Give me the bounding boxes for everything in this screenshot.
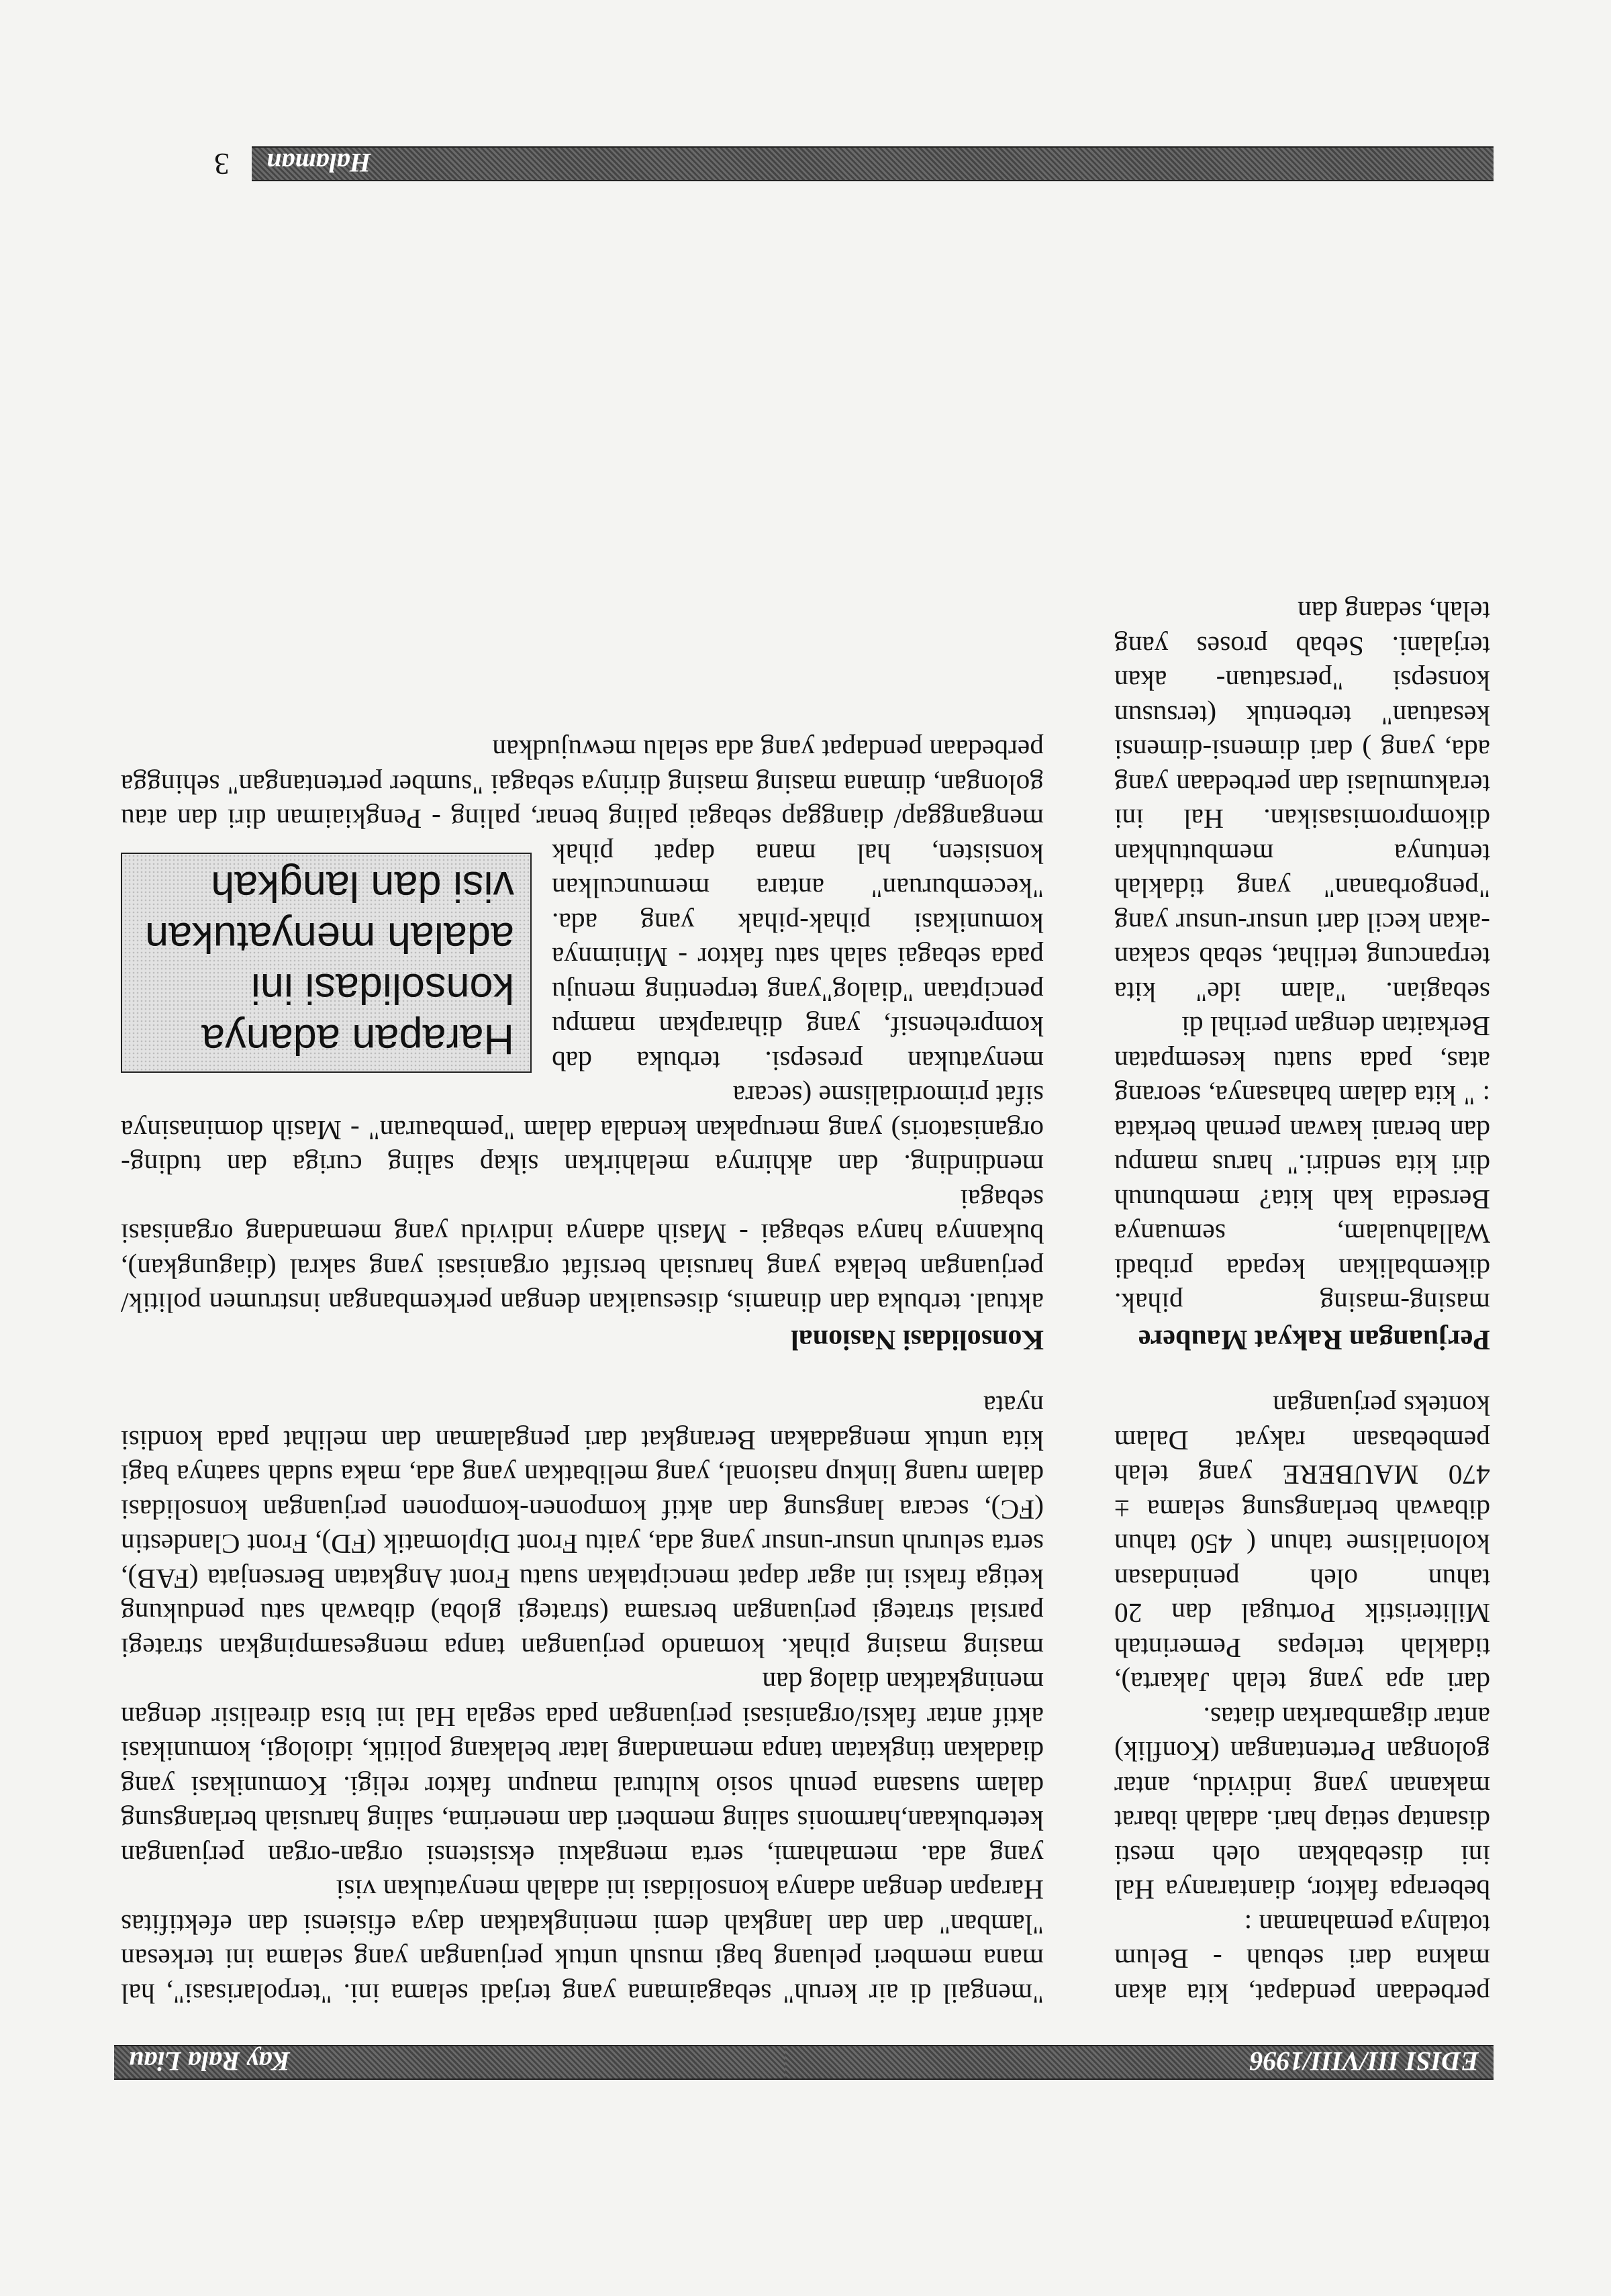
paragraph: beberapa faktor, diantaranya Hal ini disebabkan oleh mesti disantap setiap hari. adalah ibarat makanan yang individu, antar golongan Pertentangan (Konflik) antar digambarkan diatas. <box>1114 1702 1490 1906</box>
right-column <box>121 198 1044 2011</box>
page-number: 3 <box>214 147 230 181</box>
paragraph: masing masing pihak. komando perjuangan tanpa mengesampingkan strategi parsial strategi perjuangan bersama (strategi globa) dibawah satu pendukung ketiga fraksi ini agar dapat menciptakan suatu Front Angkatan Bersenjata (FAB), serta seluruh unsur-unsur yang ada, yaitu Front Diplomatik (FD), Front Clandestin (FC), secara langsung dan aktif komponen-komponen perjuangan konsolidasi dalam ruang linkup nasional, yang melibatkan yang ada, maka sudah saatnya bagi kita untuk mengadakan Berangkat dari pengalaman dan melihat pada kondisi nyata <box>121 1390 1044 1664</box>
header-title-bar <box>114 2045 785 2080</box>
header-title: Kay Rala Liau <box>129 2046 291 2076</box>
footer-bar <box>252 146 1494 181</box>
pull-quote: Harapan adanya konsolidasi ini adalah menyatukan visi dan langkah <box>121 853 532 1073</box>
header-edition-bar <box>785 2045 1494 2080</box>
section-heading: Konsolidasi Nasional <box>791 1324 1044 1355</box>
paragraph: masing-masing pihak. dikembalikan kepada pribadi Wallahualam, semuanya Bersedia kah kita? membunuh diri kita sendiri." harus mampu dan berani kawan pernah berkata : " kita dalam bahasanya, seorang atas, pada suatu kesempatan Berkaitan dengan perihal di <box>1114 1011 1490 1319</box>
paragraph: aktual. terbuka dan dinamis, disesuaikan dengan perkembangan instrumen politik/ perjuangan belaka yang harusiah bersifat organisasi yang sakral (diagungkan), bukannya hanya sebagai - Masih adanya individu yang memandang organisasi sebagai <box>121 1184 1044 1319</box>
footer-label: Halaman <box>266 148 371 178</box>
paragraph: sebagian. "alam ide" kita terpancung terlihat, sebab scakan -akan kecil dari unsur-unsur yang "pengorbanan" yang tidaklah tentunya membutuhkan dikompromisasikan. Hal ini terakumulasi dan perbedaan yang ada, yang ) dari dimensi-dimensi kesatuan" terbentuk (tersusun konsepsi "persatuan- akan terjalani. Sebab proses yang telah, sedang dan <box>1114 596 1490 1008</box>
paragraph: yang ada. memahami, serta mengakui eksistensi organ-organ perjuangan keterbukaan,harmonis saling memberi dan menerima, saling harusiah berlangsung dalam suasana penuh sosio kultural maupun faktor religi. Komunikasi yang diadakan tingkatan tanpa memandang latar belakang politik, idiologi, komunikasi aktif antar faksi/organisasi perjuangan pada segala Hal ini bisa direalisir dengan meningkatkan dialog dan <box>121 1667 1044 1871</box>
paragraph: mendinding. dan akhirnya melahirkan sikap saling curiga dan tuding- organisatoris) yang merupakan kendala dalam "pembauran" - Masih dominasinya sifat primordialisme (secara <box>121 1080 1044 1181</box>
paragraph: perbedaan pendapat, kita akan makna dari sebuah - Belum totalnya pemahaman : <box>1114 1909 1490 2009</box>
paragraph: dari apa yang telah Jakarta), tidaklah terlepas Pemerintah Militeristik Portugal dan 20 tahun oleh penindasan kolonialisme tahun ( 450 tahun dibawah berlangsung selama ± 470 MAUBERE yang telah pembebasan rakyat Dalam konteks perjuangan <box>1114 1390 1490 1699</box>
paragraph: menyatukan presepsi. terbuka dab komprehensif, yang diharapkan mampu penciptaan "dialog"yang terpenting menuju pada sebagai salah satu faktor - Minimnya komunikasi pihak-pihak yang ada. "kecemburuan" antara memunculkan konsisten, hal mana dapat pihak menganggap/ dianggap sebagai paling benar, paling - Pengkiaiman diri dan atau golongan, dimana masing masing dirinya sebagai "sumber pertentangan" sehingga perbedaan pendapat yang ada selalu mewujudkan <box>121 734 1044 1077</box>
section-heading: Perjuangan Rakyat Maubere <box>1138 1324 1490 1355</box>
header-edition: EDISI III/VIII/1996 <box>1249 2046 1479 2076</box>
left-column <box>1114 198 1490 2011</box>
paragraph: "mengail di air keruh" sebagaimana yang terjadi selama ini. "terpolarisasi", hal mana memberi peluang bagi musuh untuk perjuangan yang selama ini terkesan "lamban" dan dan langkah demi meningkatkan daya efisiensi dan efektifitas Harapan dengan adanya konsolidasi ini adalah menyatukan visi <box>121 1874 1044 2009</box>
